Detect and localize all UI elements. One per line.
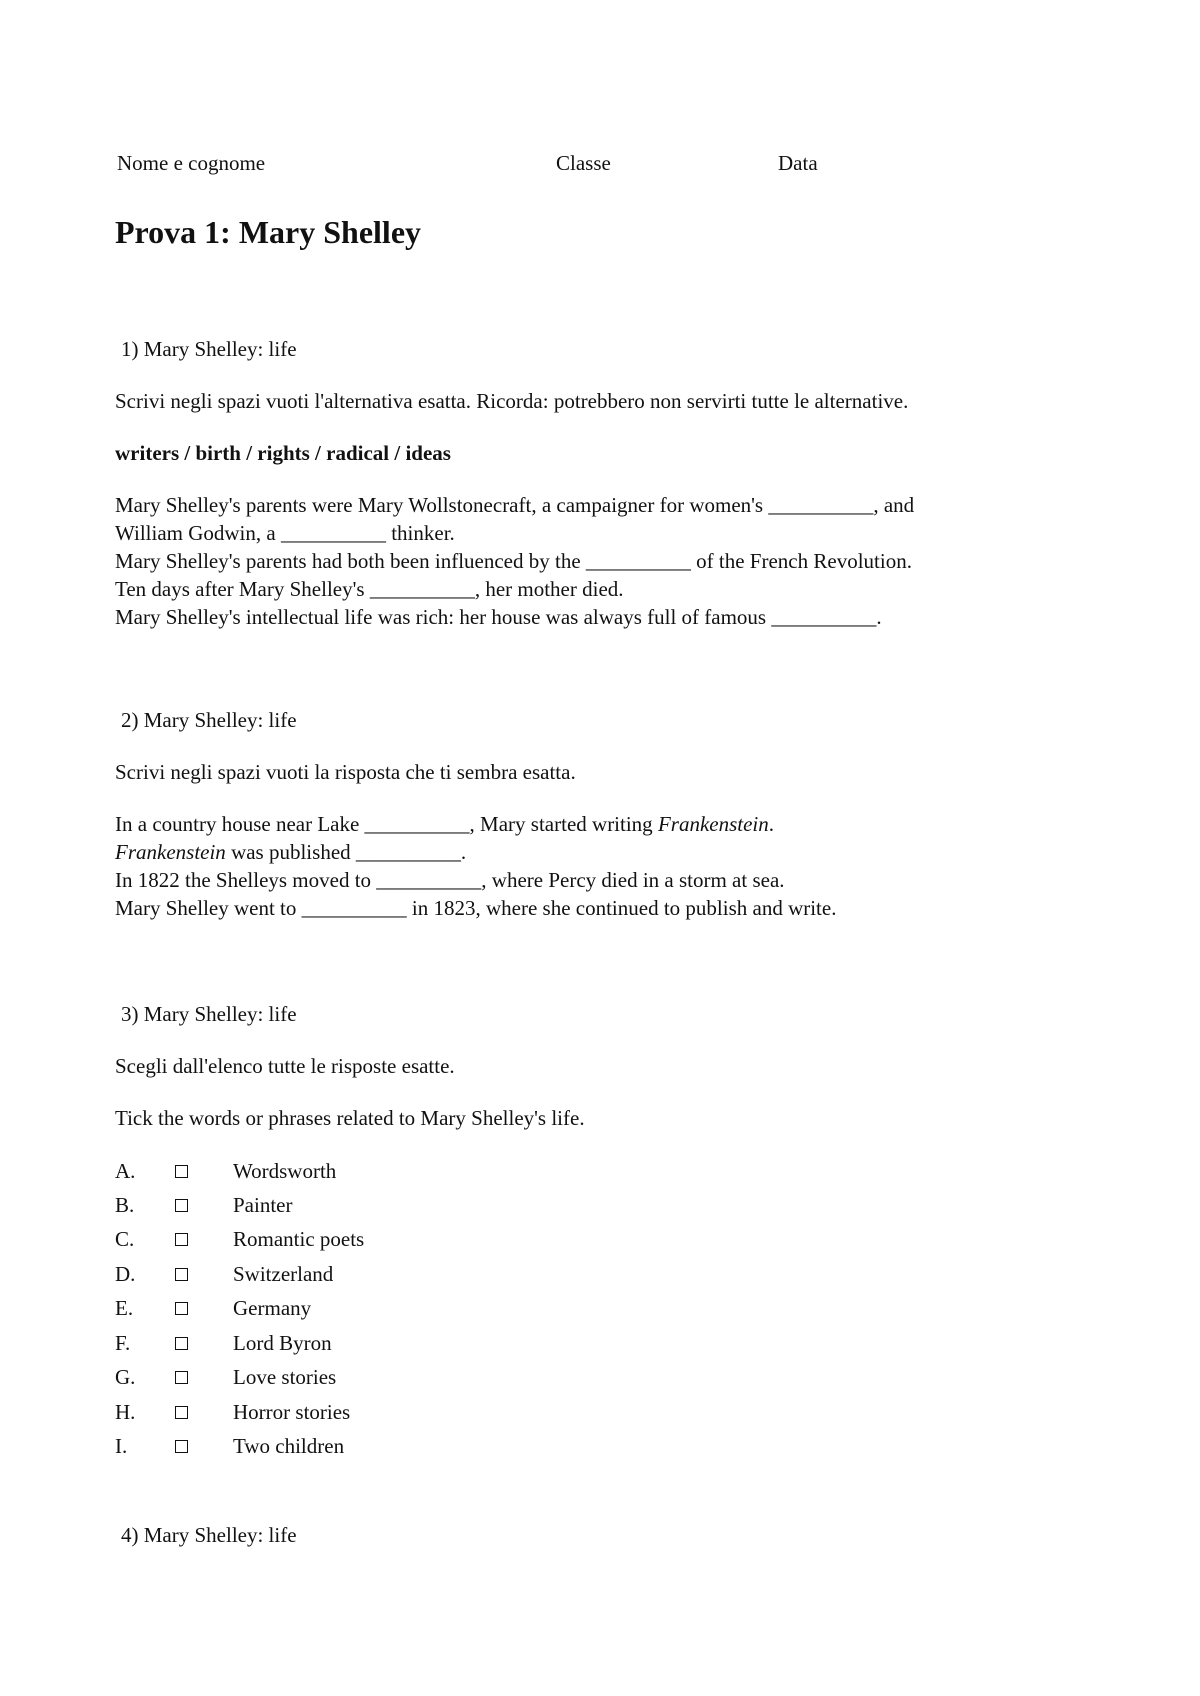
option-checkbox[interactable] (175, 1233, 188, 1246)
section2-instruction: Scrivi negli spazi vuoti la risposta che ti sembra esatta. (115, 760, 576, 784)
option-checkbox[interactable] (175, 1165, 188, 1178)
option-checkbox[interactable] (175, 1302, 188, 1315)
option-letter: G. (115, 1365, 136, 1389)
section3-instruction: Scegli dall'elenco tutte le risposte esatte. (115, 1054, 455, 1078)
section1-line-5: Mary Shelley's intellectual life was rich: her house was always full of famous __________. (115, 605, 882, 629)
option-checkbox[interactable] (175, 1199, 188, 1212)
section1-instruction: Scrivi negli spazi vuoti l'alternativa esatta. Ricorda: potrebbero non servirti tutte le alternative. (115, 389, 909, 413)
option-checkbox[interactable] (175, 1406, 188, 1419)
section3-heading: 3) Mary Shelley: life (121, 1002, 297, 1026)
option-label: Painter (233, 1193, 293, 1217)
option-row (115, 1397, 715, 1427)
section3-question: Tick the words or phrases related to Mary Shelley's life. (115, 1106, 585, 1130)
section2-line-1 (115, 810, 774, 838)
option-checkbox[interactable] (175, 1268, 188, 1281)
option-row (115, 1293, 715, 1323)
section1-line-1: Mary Shelley's parents were Mary Wollstonecraft, a campaigner for women's __________, and (115, 493, 915, 517)
section1-line-2: William Godwin, a __________ thinker. (115, 521, 455, 545)
option-letter: F. (115, 1331, 131, 1355)
section1-heading: 1) Mary Shelley: life (121, 337, 297, 361)
option-row (115, 1156, 715, 1186)
section1-word-bank: writers / birth / rights / radical / ideas (115, 441, 451, 465)
section2-heading: 2) Mary Shelley: life (121, 708, 297, 732)
option-row (115, 1259, 715, 1289)
option-row (115, 1362, 715, 1392)
option-letter: D. (115, 1262, 136, 1286)
option-row (115, 1224, 715, 1254)
option-letter: B. (115, 1193, 135, 1217)
option-label: Lord Byron (233, 1331, 332, 1355)
option-checkbox[interactable] (175, 1337, 188, 1350)
section4-heading: 4) Mary Shelley: life (121, 1523, 297, 1547)
section1-line-4: Ten days after Mary Shelley's __________, her mother died. (115, 577, 624, 601)
option-label: Switzerland (233, 1262, 334, 1286)
frankenstein-title: Frankenstein (115, 840, 226, 864)
option-row (115, 1328, 715, 1358)
option-checkbox[interactable] (175, 1440, 188, 1453)
option-label: Love stories (233, 1365, 337, 1389)
section2-line-3: In 1822 the Shelleys moved to __________, where Percy died in a storm at sea. (115, 868, 785, 892)
section1-line-3: Mary Shelley's parents had both been influenced by the __________ of the French Revolution. (115, 549, 912, 573)
option-letter: C. (115, 1227, 135, 1251)
section2-line-1-pre: In a country house near Lake __________, Mary started writing (115, 812, 658, 836)
page-title: Prova 1: Mary Shelley (115, 214, 422, 250)
section2-line-1-post: . (768, 812, 774, 836)
date-label: Data (778, 151, 818, 175)
section2-line-2 (115, 838, 466, 866)
option-checkbox[interactable] (175, 1371, 188, 1384)
option-label: Horror stories (233, 1400, 351, 1424)
class-label: Classe (556, 151, 611, 175)
section2-line-2-post: was published __________. (225, 840, 467, 864)
option-letter: H. (115, 1400, 136, 1424)
option-label: Romantic poets (233, 1227, 365, 1251)
name-label: Nome e cognome (117, 151, 266, 175)
option-label: Germany (233, 1296, 312, 1320)
section2-line-4: Mary Shelley went to __________ in 1823, where she continued to publish and write. (115, 896, 837, 920)
frankenstein-title: Frankenstein (657, 812, 769, 836)
option-row (115, 1190, 715, 1220)
option-label: Wordsworth (233, 1159, 337, 1183)
option-letter: I. (115, 1434, 128, 1458)
option-label: Two children (233, 1434, 345, 1458)
option-letter: A. (115, 1159, 136, 1183)
option-row (115, 1431, 715, 1461)
option-letter: E. (115, 1296, 134, 1320)
